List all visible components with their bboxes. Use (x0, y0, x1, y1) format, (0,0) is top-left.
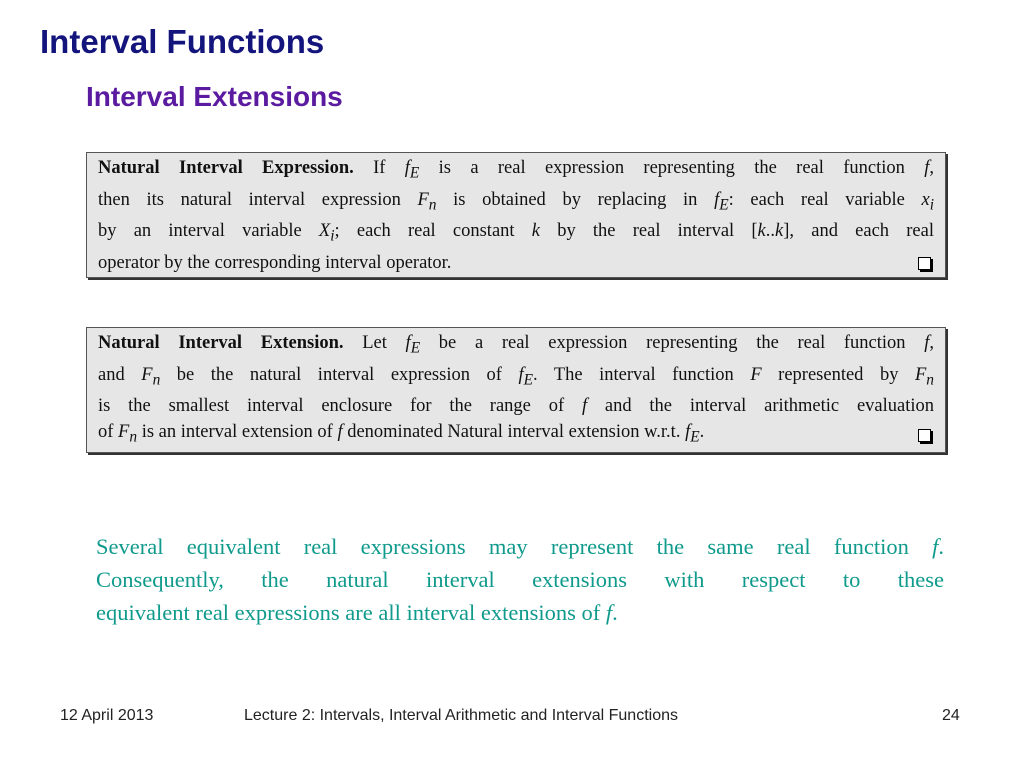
definition-line: is the smallest interval enclosure for the range of f and the interval arithmetic evaluation (98, 396, 934, 417)
slide-title: Interval Functions (40, 23, 325, 60)
end-of-definition-box-icon (918, 257, 931, 270)
footer-title: Lecture 2: Intervals, Interval Arithmetic and Interval Functions (244, 707, 678, 724)
footer-date: 12 April 2013 (60, 707, 154, 724)
slide-subtitle: Interval Extensions (86, 81, 343, 112)
remark-line: Consequently, the natural interval extensions with respect to these (96, 567, 944, 592)
remark-paragraph (96, 530, 944, 629)
end-of-definition-box-icon (918, 429, 931, 442)
remark-line: Several equivalent real expressions may represent the same real function f. (96, 534, 944, 559)
definition-line: Natural Interval Expression. If $f_E$ is a real expression representing the real function f, (98, 158, 934, 182)
definition-box-natural-interval-expression (86, 152, 946, 278)
remark-line: equivalent real expressions are all interval extensions of f. (96, 600, 618, 625)
footer-page-number: 24 (942, 707, 960, 724)
definition-box-natural-interval-extension (86, 327, 946, 453)
definition-line: Natural Interval Extension. Let $f_E$ be a real expression representing the real function f, (98, 333, 934, 357)
definition-line: and $F_n$ be the natural interval expression of $f_E$. The interval function F represented by $F_n$ (98, 364, 934, 389)
definition-line: then its natural interval expression $F_n$ is obtained by replacing in $f_E$: each real variable $x_i$ (98, 189, 934, 214)
definition-line: operator by the corresponding interval operator. (98, 250, 934, 276)
definition-term: Natural Interval Expression. (98, 158, 354, 178)
definition-line: of $F_n$ is an interval extension of f denominated Natural interval extension w.r.t. $f_E$. (98, 419, 934, 451)
definition-line: by an interval variable $X_i$; each real constant k by the real interval [k..k], and each real (98, 221, 934, 246)
definition-term: Natural Interval Extension. (98, 333, 344, 353)
